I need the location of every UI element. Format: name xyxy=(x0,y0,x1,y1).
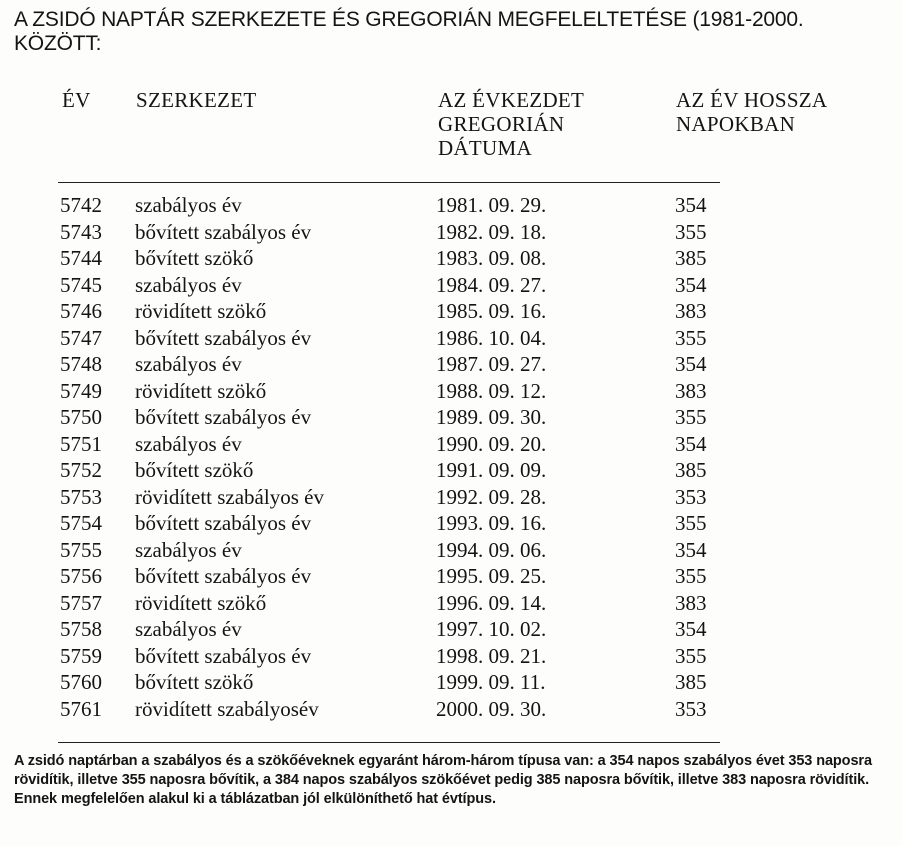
cell-year: 5742 xyxy=(60,193,102,217)
cell-year: 5748 xyxy=(60,352,102,376)
cell-length: 355 xyxy=(675,564,707,588)
header-length: AZ ÉV HOSSZA NAPOKBAN xyxy=(676,88,827,136)
cell-length: 354 xyxy=(675,193,707,217)
table-body xyxy=(0,192,903,722)
cell-length: 383 xyxy=(675,299,707,323)
cell-structure: szabályos év xyxy=(135,272,242,297)
cell-length: 385 xyxy=(675,246,707,270)
cell-structure: bővített szabályos év xyxy=(135,564,312,588)
table-row xyxy=(0,457,903,484)
table-row xyxy=(0,351,903,378)
cell-date: 1992. 09. 28. xyxy=(436,484,547,509)
cell-length: 355 xyxy=(675,405,707,429)
cell-year: 5749 xyxy=(60,378,102,403)
cell-structure: bővített szabályos év xyxy=(135,405,312,429)
table-row xyxy=(0,590,903,617)
cell-structure: szabályos év xyxy=(135,431,242,456)
cell-structure: bővített szabályos év xyxy=(135,643,312,668)
cell-length: 355 xyxy=(675,511,707,535)
cell-year: 5743 xyxy=(60,219,102,244)
cell-date: 1983. 09. 08. xyxy=(436,246,547,270)
cell-structure: szabályos év xyxy=(135,193,242,217)
cell-year: 5747 xyxy=(60,325,102,350)
cell-date: 1986. 10. 04. xyxy=(436,325,547,350)
cell-date: 1998. 09. 21. xyxy=(436,643,547,668)
cell-date: 1991. 09. 09. xyxy=(436,458,547,482)
cell-date: 1989. 09. 30. xyxy=(436,405,547,429)
cell-structure: szabályos év xyxy=(135,537,242,562)
table-row xyxy=(0,616,903,643)
table-row xyxy=(0,219,903,246)
cell-structure: rövidített szökő xyxy=(135,378,267,403)
cell-length: 354 xyxy=(675,352,707,376)
cell-year: 5755 xyxy=(60,537,102,562)
cell-structure: bővített szökő xyxy=(135,458,254,482)
cell-length: 353 xyxy=(675,696,707,721)
cell-date: 1987. 09. 27. xyxy=(436,352,547,376)
cell-length: 355 xyxy=(675,643,707,668)
cell-year: 5746 xyxy=(60,299,102,323)
footnote: A zsidó naptárban a szabályos és a szökőéveknek egyaránt három-három típusa van: a 354 napos szabályos évet 353 naposra rövidítik, illetve 355 naposra bővítik, a 384 napos szabályos szökőévet pedig 385 naposra bővítik, illetve 383 naposra rövidítik. Ennek megfelelően alakul ki a táblázatban jól elkülöníthető hat évtípus. xyxy=(14,753,872,807)
cell-length: 383 xyxy=(675,590,707,615)
cell-date: 1994. 09. 06. xyxy=(436,537,547,562)
cell-length: 354 xyxy=(675,431,707,456)
page-title: A ZSIDÓ NAPTÁR SZERKEZETE ÉS GREGORIÁN MEGFELELTETÉSE (1981-2000. KÖZÖTT: xyxy=(14,8,804,55)
cell-length: 354 xyxy=(675,537,707,562)
cell-year: 5750 xyxy=(60,405,102,429)
cell-length: 354 xyxy=(675,617,707,641)
cell-date: 1996. 09. 14. xyxy=(436,590,547,615)
cell-date: 1988. 09. 12. xyxy=(436,378,547,403)
cell-structure: bővített szökő xyxy=(135,246,254,270)
cell-year: 5754 xyxy=(60,511,102,535)
cell-date: 1990. 09. 20. xyxy=(436,431,547,456)
cell-length: 355 xyxy=(675,325,707,350)
cell-year: 5745 xyxy=(60,272,102,297)
cell-structure: rövidített szökő xyxy=(135,590,267,615)
cell-structure: rövidített szabályos év xyxy=(135,484,324,509)
table-row xyxy=(0,510,903,537)
cell-length: 355 xyxy=(675,219,707,244)
header-year: ÉV xyxy=(62,88,91,112)
cell-year: 5758 xyxy=(60,617,102,641)
cell-date: 1982. 09. 18. xyxy=(436,219,547,244)
cell-date: 1985. 09. 16. xyxy=(436,299,547,323)
cell-structure: szabályos év xyxy=(135,352,242,376)
table-row xyxy=(0,325,903,352)
cell-structure: bővített szökő xyxy=(135,670,254,694)
cell-structure: bővített szabályos év xyxy=(135,325,312,350)
table-row xyxy=(0,431,903,458)
cell-length: 354 xyxy=(675,272,707,297)
cell-structure: rövidített szökő xyxy=(135,299,267,323)
table-row xyxy=(0,298,903,325)
cell-year: 5756 xyxy=(60,564,102,588)
table-row xyxy=(0,404,903,431)
cell-date: 1984. 09. 27. xyxy=(436,272,547,297)
table-row xyxy=(0,643,903,670)
cell-length: 353 xyxy=(675,484,707,509)
cell-structure: rövidített szabályosév xyxy=(135,696,319,721)
header-date: AZ ÉVKEZDET GREGORIÁN DÁTUMA xyxy=(438,88,584,160)
table-bottom-rule xyxy=(58,742,720,743)
cell-length: 383 xyxy=(675,378,707,403)
cell-structure: bővített szabályos év xyxy=(135,219,312,244)
cell-date: 1981. 09. 29. xyxy=(436,193,547,217)
table-row xyxy=(0,669,903,696)
cell-date: 1999. 09. 11. xyxy=(436,670,546,694)
cell-structure: bővített szabályos év xyxy=(135,511,312,535)
table-row xyxy=(0,537,903,564)
cell-length: 385 xyxy=(675,458,707,482)
cell-year: 5752 xyxy=(60,458,102,482)
cell-date: 1993. 09. 16. xyxy=(436,511,547,535)
cell-year: 5757 xyxy=(60,590,102,615)
header-structure: SZERKEZET xyxy=(136,88,257,112)
cell-year: 5760 xyxy=(60,670,102,694)
table-row xyxy=(0,272,903,299)
table-row xyxy=(0,563,903,590)
table-top-rule xyxy=(58,182,720,183)
cell-date: 1997. 10. 02. xyxy=(436,617,547,641)
table-row xyxy=(0,192,903,219)
table-row xyxy=(0,378,903,405)
cell-date: 1995. 09. 25. xyxy=(436,564,547,588)
cell-year: 5761 xyxy=(60,696,102,721)
table-row xyxy=(0,245,903,272)
cell-year: 5751 xyxy=(60,431,102,456)
cell-structure: szabályos év xyxy=(135,617,242,641)
cell-year: 5744 xyxy=(60,246,102,270)
cell-year: 5759 xyxy=(60,643,102,668)
table-row xyxy=(0,696,903,723)
cell-year: 5753 xyxy=(60,484,102,509)
cell-date: 2000. 09. 30. xyxy=(436,696,547,721)
cell-length: 385 xyxy=(675,670,707,694)
table-row xyxy=(0,484,903,511)
